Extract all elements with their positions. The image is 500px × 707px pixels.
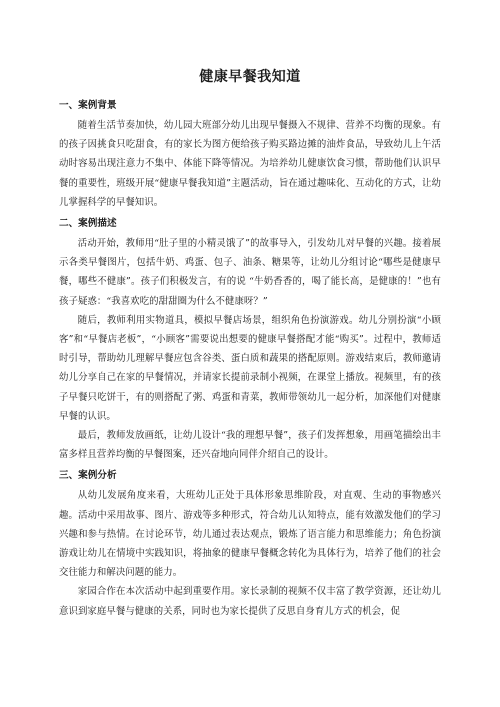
section-background <box>59 98 441 212</box>
paragraph: 家园合作在本次活动中起到重要作用。家长录制的视频不仅丰富了教学资源，还让幼儿意识到家庭早餐与健康的关系，同时也为家长提供了反思自身育儿方式的机会，促 <box>59 586 441 617</box>
paragraph: 随后，教师利用实物道具，模拟早餐店场景，组织角色扮演游戏。幼儿分别扮演“小顾客”和“早餐店老板”，“小顾客”需要说出想要的健康早餐搭配才能“购买”。过程中，教师适时引导，帮助幼儿理解早餐应包含谷类、蛋白质和蔬果的搭配原则。游戏结束后，教师邀请幼儿分享自己在家的早餐情况，并请家长提前录制小视频，在课堂上播放。视频里，有的孩子早餐只吃饼干，有的则搭配了粥、鸡蛋和青菜，教师带领幼儿一起分析，加深他们对健康早餐的认识。 <box>59 314 441 422</box>
paragraph: 从幼儿发展角度来看，大班幼儿正处于具体形象思维阶段，对直观、生动的事物感兴趣。活动中采用故事、图片、游戏等多种形式，符合幼儿认知特点，能有效激发他们的学习兴趣和参与热情。在讨论环节，幼儿通过表达观点，锻炼了语言能力和思维能力；角色扮演游戏让幼儿在情境中实践知识，将抽象的健康早餐概念转化为具体行为，培养了他们的社会交往能力和解决问题的能力。 <box>59 490 441 579</box>
paragraph: 随着生活节奏加快，幼儿园大班部分幼儿出现早餐摄入不规律、营养不均衡的现象。有的孩子因挑食只吃甜食，有的家长为图方便给孩子购买路边摊的油炸食品，导致幼儿上午活动时容易出现注意力不集中、体能下降等情况。为培养幼儿健康饮食习惯，帮助他们认识早餐的重要性，班级开展“健康早餐我知道”主题活动，旨在通过趣味化、互动化的方式，让幼儿掌握科学的早餐知识。 <box>59 120 441 208</box>
paragraph: 最后，教师发放画纸，让幼儿设计“我的理想早餐”，孩子们发挥想象，用画笔描绘出丰富多样且营养均衡的早餐图案，还兴奋地向同伴介绍自己的设计。 <box>59 430 441 461</box>
section-description <box>59 216 441 464</box>
section-heading: 一、案例背景 <box>59 100 117 111</box>
section-analysis <box>59 468 441 620</box>
document-title: 健康早餐我知道 <box>199 69 301 85</box>
section-heading: 三、案例分析 <box>59 470 117 482</box>
paragraph: 活动开始，教师用“肚子里的小精灵饿了”的故事导入，引发幼儿对早餐的兴趣。接着展示各类早餐图片，包括牛奶、鸡蛋、包子、油条、糖果等，让幼儿分组讨论“哪些是健康早餐，哪些不健康”。孩子们积极发言，有的说 “牛奶香香的，喝了能长高，是健康的！”也有孩子疑惑：“我喜欢吃的甜甜圈为什么不健康呀？” <box>59 238 441 307</box>
section-heading: 二、案例描述 <box>59 218 117 230</box>
